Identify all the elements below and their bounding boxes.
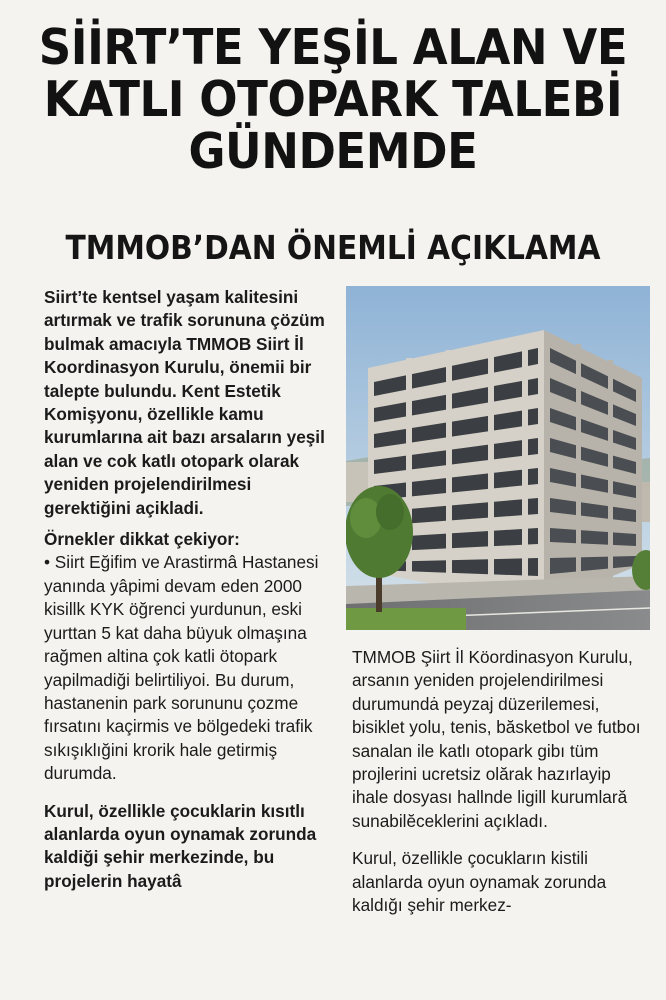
bullet-paragraph: • Siirt Eğifim ve Arastirmâ Hastanesi yanında yâpimi devam eden 2000 kisillk KYK öğrenci yurdunun, eski yurttan 5 kat daha büyuk olmaşına rağmen altina çok katli ötopark yapilmadiği belirtiliyoi. Bu durum, hastanenin park sorununu çozme fırsatını kaçirmis ve bölgedeki trafik sıkışıklığini krorik hale getirmiş durumda. bbox=[44, 552, 319, 784]
section-title: Örnekler dikkat çekiyor: bbox=[44, 529, 240, 550]
subheadline: TMMOB’DAN ÖNEMLİ AÇIKLAMA bbox=[65, 228, 601, 267]
bold-paragraph: Kurul, özellikle çocuklarin kısıtlı alanlarda oyun oynamak zorunda kaldiği şehir merkezinde, bu projelerin hayatâ bbox=[44, 800, 317, 891]
right-paragraph-1: TMMOB Şiirt İl Köordinasyon Kurulu, arsanın yeniden projelendirilmesi durumundȧ peyzaj düzerilemesi, bisiklet yolu, tenis, băsketbol ve futboı sanalan ile katlı otopark gibı tüm projlerini ucretsiz olărak hazırlayip ihale dosyası hallnde ligill kurumlară sunabilĕceklerini açıkladı. bbox=[352, 647, 641, 831]
headline: SİİRT’TE YEŞİL ALAN VE KATLI OTOPARK TALEBİ GÜNDEMDE bbox=[38, 19, 628, 180]
lead-paragraph: Siirt’te kentsel yaşam kalitesini artırmak ve trafik sorununa çözüm bulmak amacıyla TMMOB Siirt İl Koordinasyon Kurulu, önemii bir talepte bulundu. Kent Estetik Komişyonu, özellikle kamu kurumlarına ait bazı arsaların yeşil alan ve cok katlı otopark olarak yeniden projelendirilmesi gerektiğini açikladi. bbox=[44, 287, 325, 518]
right-column bbox=[352, 646, 648, 917]
right-paragraph-2: Kurul, özellikle çocukların kistili alanlarda oyun oynamak zorunda kaldığı şehir merkez- bbox=[352, 848, 607, 916]
grass bbox=[346, 608, 466, 630]
left-column bbox=[44, 286, 338, 893]
parking-building-photo bbox=[346, 286, 650, 630]
